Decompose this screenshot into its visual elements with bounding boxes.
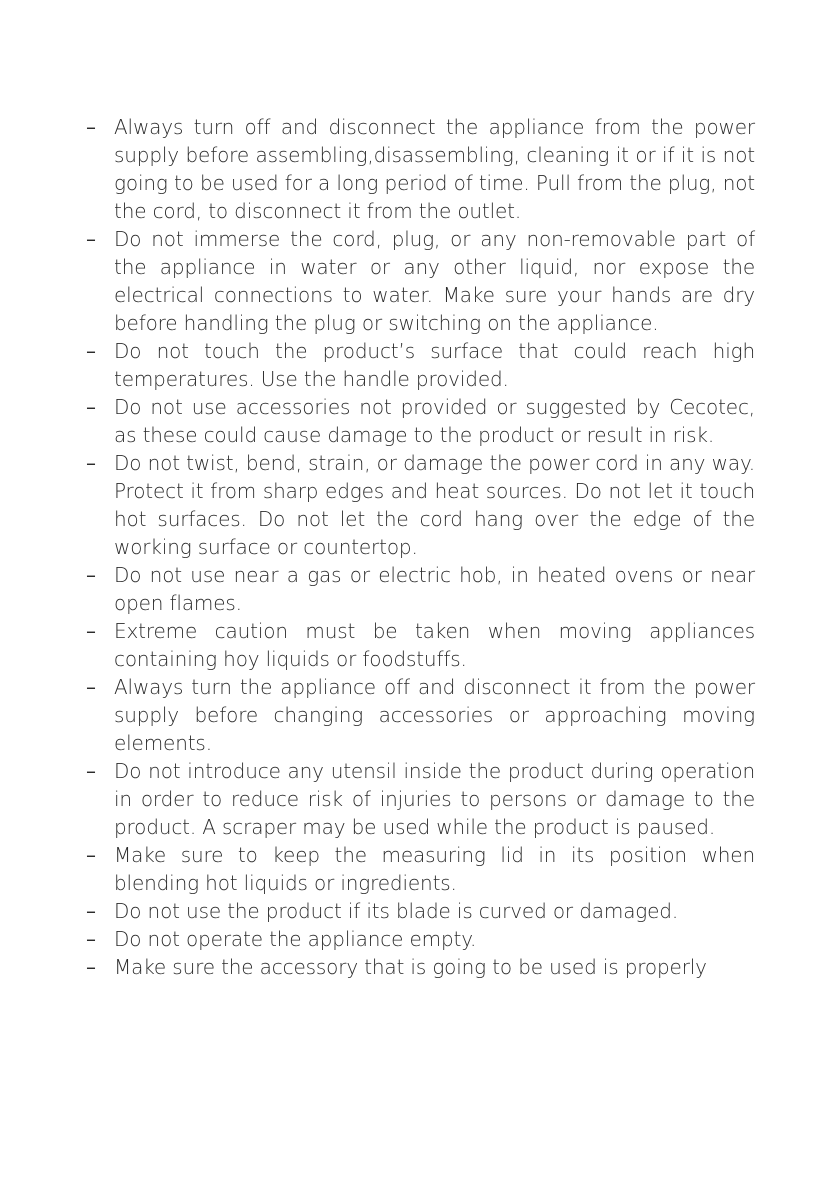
list-item-text: Make sure to keep the measuring lid in its position when blending hot liquids or ingredients. bbox=[114, 843, 755, 895]
dash-bullet: – bbox=[86, 339, 96, 363]
list-item bbox=[86, 757, 755, 841]
list-item bbox=[86, 393, 755, 449]
list-item-text: Do not introduce any utensil inside the product during operation in order to reduce risk of injuries to persons or damage to the product. A scraper may be used while the product is paused. bbox=[114, 759, 755, 839]
list-item-text: Do not touch the product’s surface that could reach high temperatures. Use the handle provided. bbox=[114, 339, 755, 391]
dash-bullet: – bbox=[86, 759, 96, 783]
list-item-text: Do not use near a gas or electric hob, in heated ovens or near open flames. bbox=[114, 563, 755, 615]
dash-bullet: – bbox=[86, 395, 96, 419]
list-item bbox=[86, 841, 755, 897]
dash-bullet: – bbox=[86, 619, 96, 643]
dash-bullet: – bbox=[86, 115, 96, 139]
list-item bbox=[86, 113, 755, 225]
list-item bbox=[86, 337, 755, 393]
list-item bbox=[86, 449, 755, 561]
list-item bbox=[86, 673, 755, 757]
list-item-text: Always turn the appliance off and disconnect it from the power supply before changing accessories or approaching moving elements. bbox=[114, 675, 755, 755]
list-item bbox=[86, 925, 755, 953]
list-item-text: Make sure the accessory that is going to be used is properly bbox=[114, 955, 707, 979]
dash-bullet: – bbox=[86, 563, 96, 587]
list-item bbox=[86, 897, 755, 925]
list-item-text: Do not operate the appliance empty. bbox=[114, 927, 477, 951]
list-item-text: Do not use accessories not provided or suggested by Cecotec, as these could cause damage to the product or result in risk. bbox=[114, 395, 755, 447]
list-item bbox=[86, 617, 755, 673]
dash-bullet: – bbox=[86, 843, 96, 867]
list-item bbox=[86, 953, 755, 981]
list-item-text: Do not use the product if its blade is curved or damaged. bbox=[114, 899, 679, 923]
dash-bullet: – bbox=[86, 675, 96, 699]
list-item-text: Always turn off and disconnect the appliance from the power supply before assembling,disassembling, cleaning it or if it is not going to be used for a long period of time. Pull from the plug, not the cord, to disconnect it from the outlet. bbox=[114, 115, 755, 223]
list-item-text: Do not twist, bend, strain, or damage the power cord in any way. Protect it from sharp edges and heat sources. Do not let it touch hot surfaces. Do not let the cord hang over the edge of the working surface or countertop. bbox=[114, 451, 755, 559]
dash-bullet: – bbox=[86, 899, 96, 923]
dash-bullet: – bbox=[86, 227, 96, 251]
dash-bullet: – bbox=[86, 927, 96, 951]
list-item-text: Extreme caution must be taken when moving appliances containing hoy liquids or foodstuffs. bbox=[114, 619, 755, 671]
list-item bbox=[86, 225, 755, 337]
safety-instructions-list bbox=[86, 113, 755, 981]
dash-bullet: – bbox=[86, 451, 96, 475]
list-item-text: Do not immerse the cord, plug, or any non-removable part of the appliance in water or any other liquid, nor expose the electrical connections to water. Make sure your hands are dry before handling the plug or switching on the appliance. bbox=[114, 227, 755, 335]
list-item bbox=[86, 561, 755, 617]
dash-bullet: – bbox=[86, 955, 96, 979]
